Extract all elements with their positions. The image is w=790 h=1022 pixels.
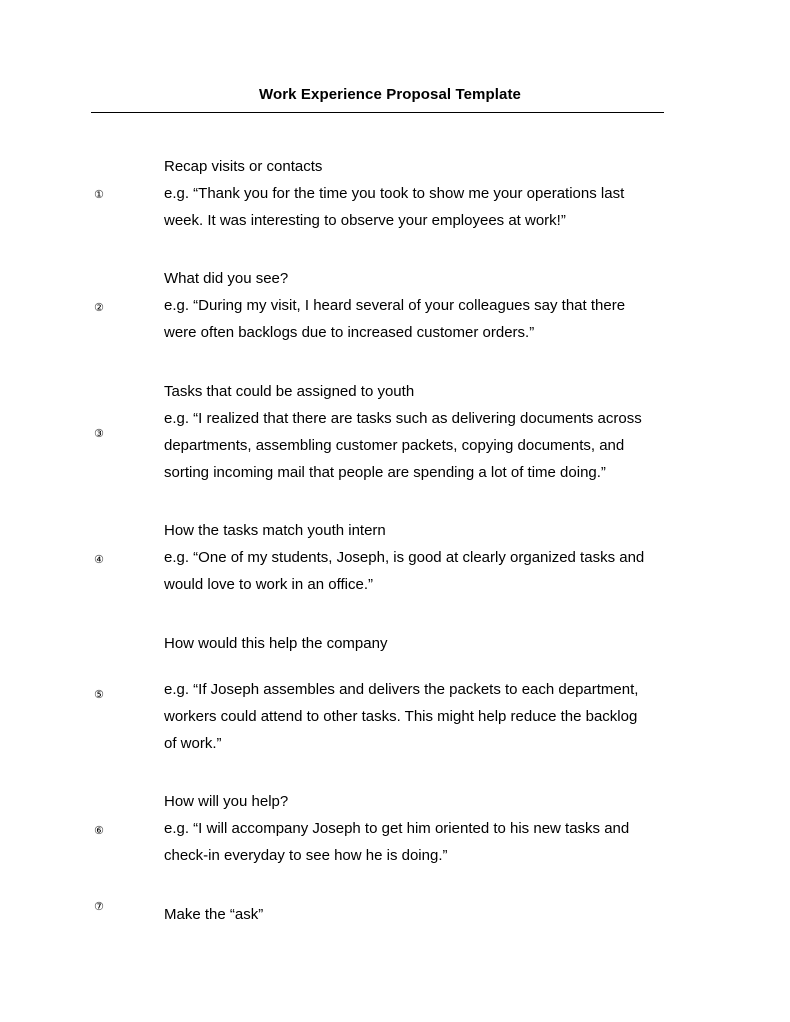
section-heading: What did you see? [164, 270, 289, 287]
section-body-line: sorting incoming mail that people are spending a lot of time doing.” [164, 464, 606, 481]
title-divider [91, 112, 664, 113]
section-number: ② [94, 301, 104, 314]
document-title: Work Experience Proposal Template [259, 86, 521, 103]
section-number: ⑤ [94, 688, 104, 701]
section-body-line: e.g. “During my visit, I heard several of your colleagues say that there [164, 297, 626, 314]
section-body-line: were often backlogs due to increased customer orders.” [164, 324, 535, 341]
section-number: ① [94, 188, 104, 201]
section-body-line: week. It was interesting to observe your employees at work!” [164, 212, 566, 229]
section-body-line: departments, assembling customer packets, copying documents, and [164, 437, 625, 454]
section-number: ④ [94, 553, 104, 566]
section-heading: Recap visits or contacts [164, 158, 323, 175]
section-body-line: e.g. “I realized that there are tasks such as delivering documents across [164, 410, 642, 427]
section-body-line: e.g. “I will accompany Joseph to get him oriented to his new tasks and [164, 820, 630, 837]
section-heading: How would this help the company [164, 635, 388, 652]
section-body-line: would love to work in an office.” [164, 576, 373, 593]
section-body-line: e.g. “One of my students, Joseph, is good at clearly organized tasks and [164, 549, 645, 566]
section-body-line: e.g. “If Joseph assembles and delivers the packets to each department, [164, 681, 639, 698]
section-body-line: of work.” [164, 735, 222, 752]
section-number: ⑦ [94, 900, 104, 913]
section-heading: How the tasks match youth intern [164, 522, 386, 539]
section-body-line: workers could attend to other tasks. This might help reduce the backlog [164, 708, 638, 725]
section-heading: Make the “ask” [164, 906, 264, 923]
section-number: ⑥ [94, 824, 104, 837]
section-body-line: e.g. “Thank you for the time you took to show me your operations last [164, 185, 625, 202]
section-body-line: check-in everyday to see how he is doing.” [164, 847, 448, 864]
section-heading: Tasks that could be assigned to youth [164, 383, 415, 400]
section-number: ③ [94, 427, 104, 440]
section-heading: How will you help? [164, 793, 289, 810]
